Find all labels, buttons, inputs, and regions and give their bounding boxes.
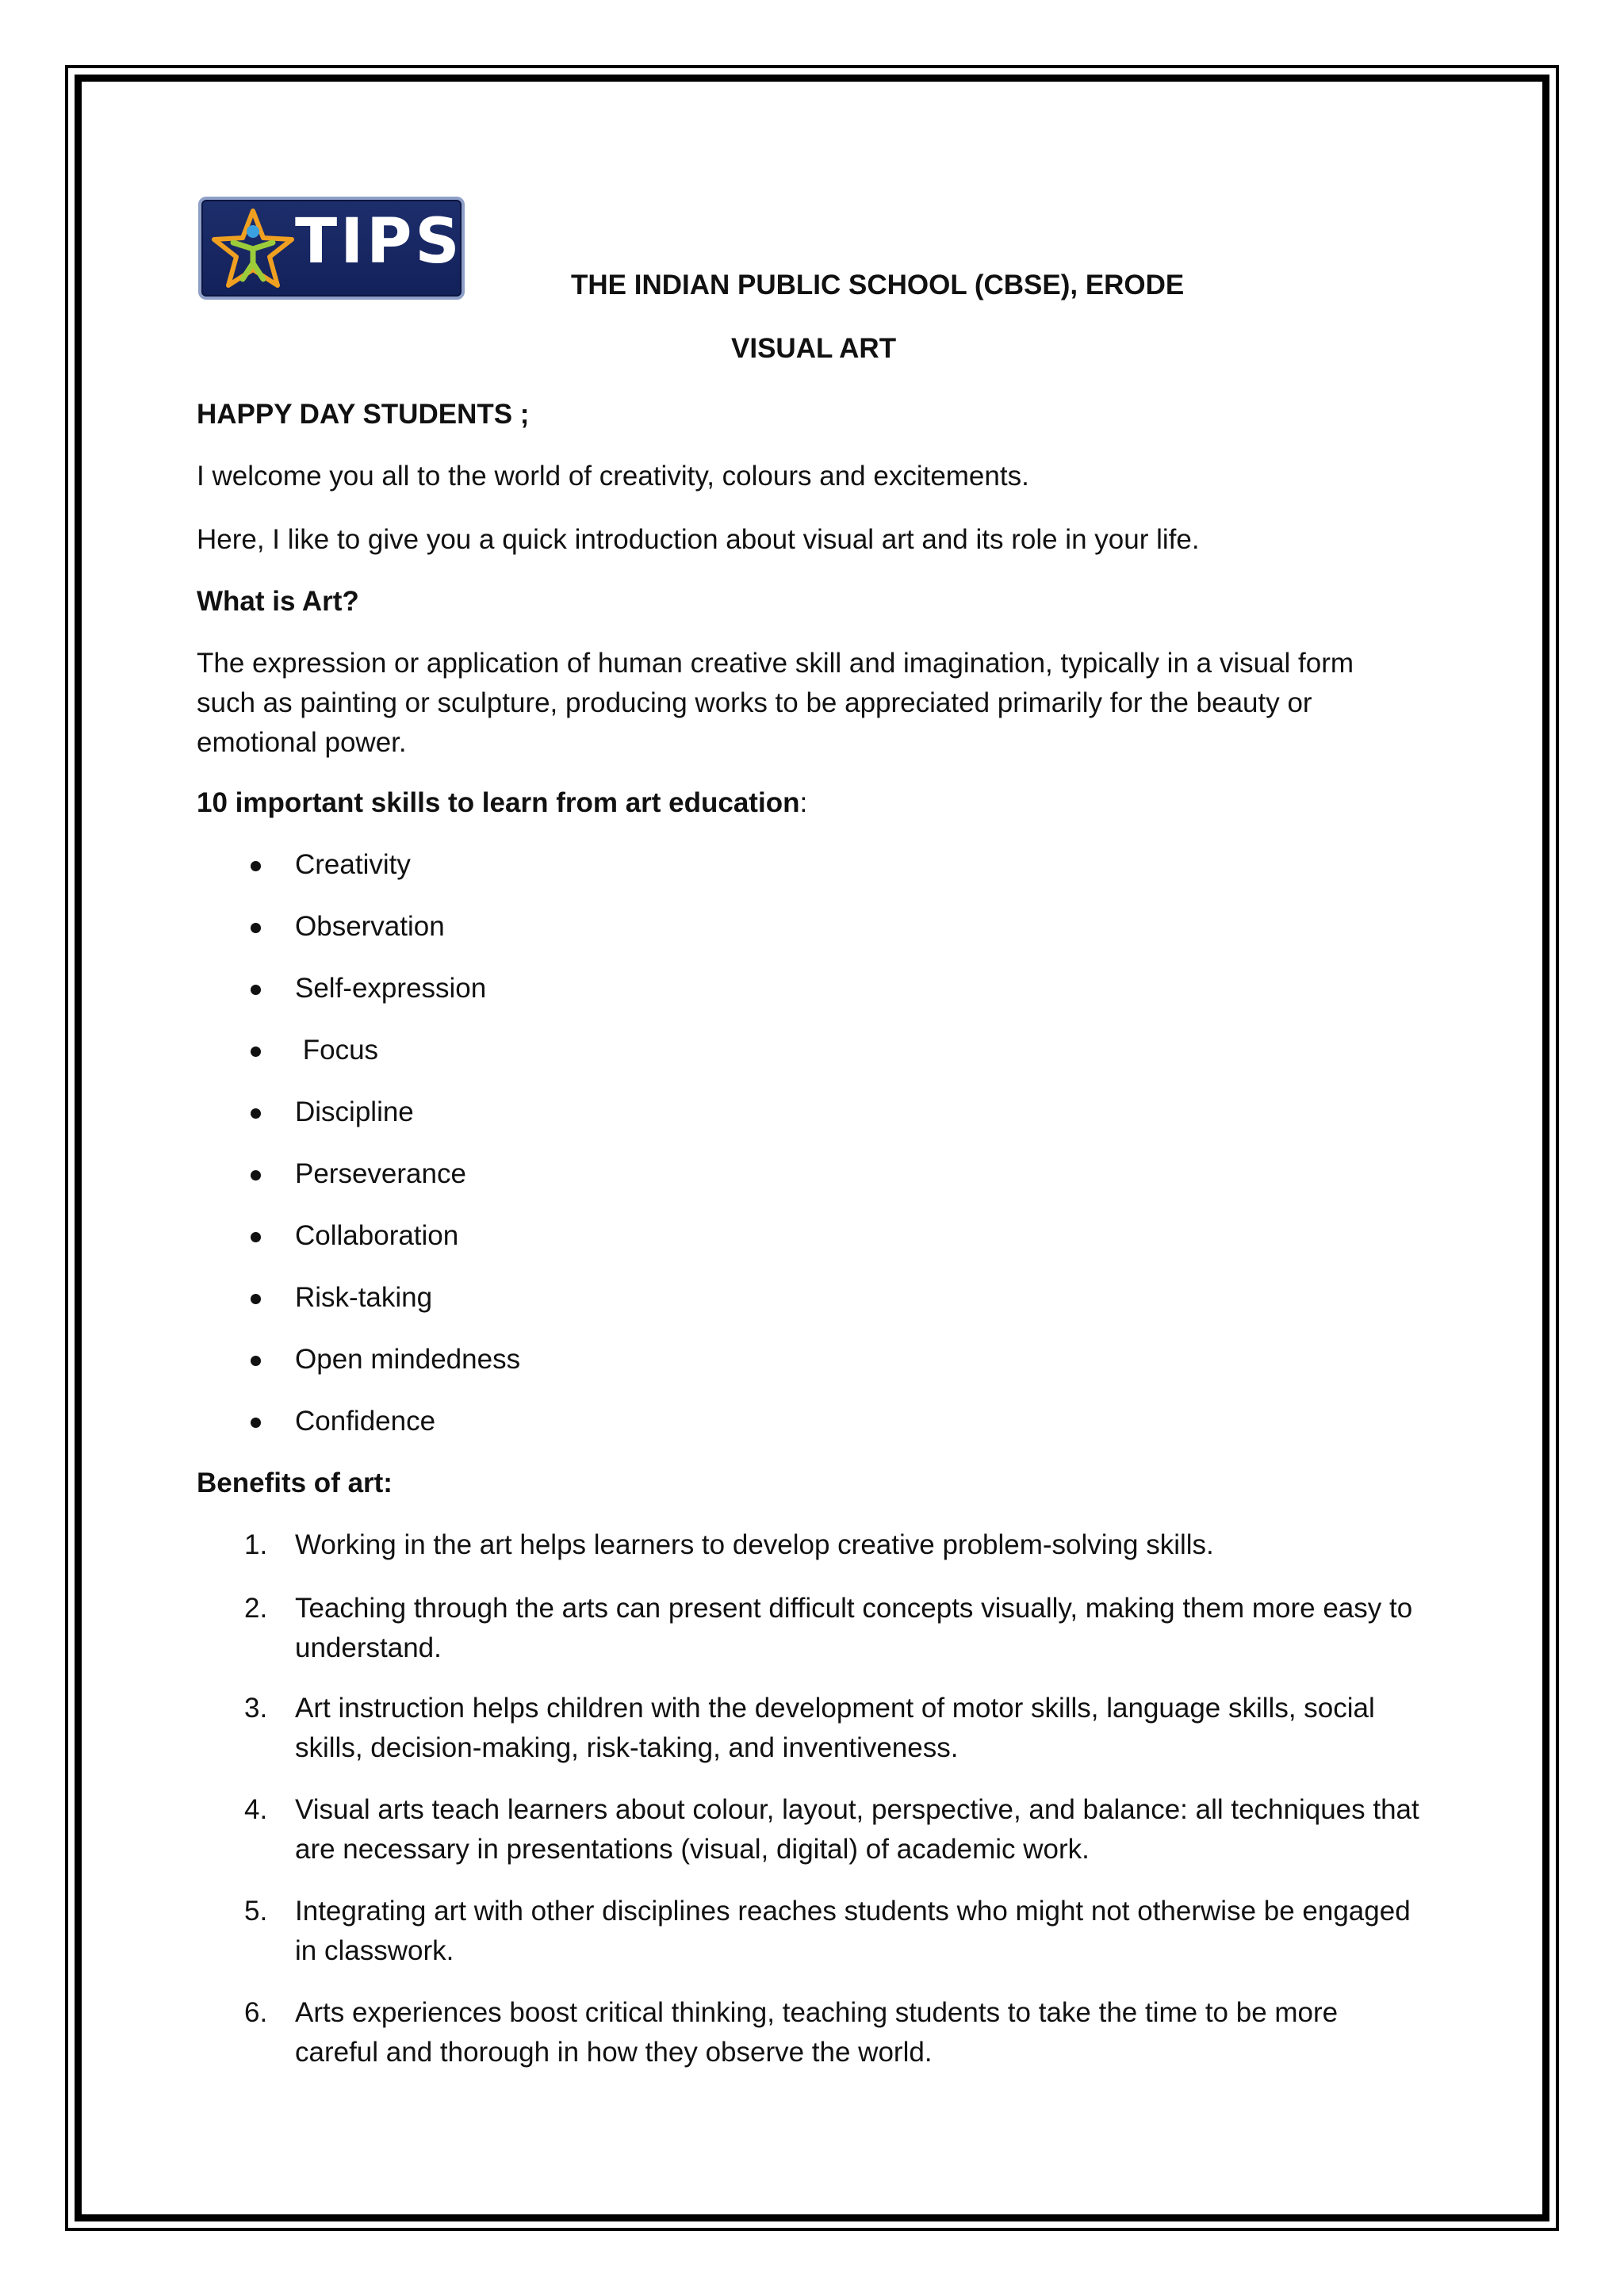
- star-figure-icon: [209, 208, 297, 289]
- benefit-text: Integrating art with other disciplines reaches students who might not otherwise be engaged in classwork.: [295, 1896, 1411, 1966]
- benefit-text: Arts experiences boost critical thinking, teaching students to take the time to be more careful and thorough in how they observe the world.: [295, 1997, 1339, 2068]
- bullet-icon: [251, 1170, 261, 1181]
- skill-text: Collaboration: [295, 1220, 459, 1251]
- bullet-icon: [251, 1418, 261, 1428]
- item-number: 6.: [244, 1997, 268, 2028]
- benefits-list: [197, 1525, 1434, 2095]
- subject-title: VISUAL ART: [731, 333, 897, 364]
- skills-heading-text: 10 important skills to learn from art education: [197, 787, 800, 818]
- bullet-icon: [251, 1108, 261, 1119]
- skills-heading-colon: :: [799, 787, 808, 818]
- skill-text: Self-expression: [295, 973, 487, 1004]
- skill-text: Open mindedness: [295, 1344, 521, 1375]
- what-is-art-heading: What is Art?: [197, 586, 359, 617]
- school-name: THE INDIAN PUBLIC SCHOOL (CBSE), ERODE: [571, 270, 1185, 300]
- bullet-icon: [251, 985, 261, 995]
- item-number: 4.: [244, 1794, 268, 1825]
- skill-text: Risk-taking: [295, 1282, 433, 1313]
- list-item: [197, 1892, 1434, 1993]
- benefit-text: Visual arts teach learners about colour, layout, perspective, and balance: all techniques that are necessary in presentations (visual, digital) of academic work.: [295, 1794, 1419, 1865]
- list-item: [197, 1993, 1434, 2095]
- benefit-text: Art instruction helps children with the development of motor skills, language skills, social skills, decision-making, risk-taking, and inventiveness.: [295, 1693, 1375, 1763]
- bullet-icon: [251, 1047, 261, 1057]
- art-definition: The expression or application of human creative skill and imagination, typically in a visual form such as painting or sculpture, producing works to be appreciated primarily for the beauty or emotional power.: [197, 648, 1354, 758]
- item-number: 3.: [244, 1693, 268, 1724]
- skill-text: Focus: [295, 1035, 379, 1066]
- list-item: [197, 1689, 1434, 1790]
- school-logo: [198, 197, 465, 300]
- list-item: [197, 1525, 1434, 1589]
- bullet-icon: [251, 923, 261, 933]
- benefit-text: Teaching through the arts can present difficult concepts visually, making them more easy to understand.: [295, 1593, 1413, 1663]
- skill-text: Perseverance: [295, 1158, 466, 1189]
- greeting: HAPPY DAY STUDENTS ;: [197, 399, 530, 430]
- logo-text: TIPS: [295, 206, 463, 277]
- skill-text: Observation: [295, 911, 445, 942]
- bullet-icon: [251, 1356, 261, 1366]
- skill-text: Discipline: [295, 1096, 414, 1127]
- skills-heading: [197, 783, 1418, 823]
- bullet-icon: [251, 1232, 261, 1242]
- welcome-text: I welcome you all to the world of creativity, colours and excitements.: [197, 461, 1029, 492]
- skill-text: Creativity: [295, 849, 411, 880]
- list-item: [197, 1589, 1434, 1689]
- bullet-icon: [251, 1294, 261, 1304]
- list-item: [197, 1790, 1434, 1892]
- item-number: 5.: [244, 1896, 268, 1927]
- benefits-heading: Benefits of art:: [197, 1468, 393, 1498]
- item-number: 2.: [244, 1593, 268, 1624]
- skill-text: Confidence: [295, 1406, 436, 1437]
- introduction-text: Here, I like to give you a quick introduction about visual art and its role in your life.: [197, 524, 1200, 555]
- item-number: 1.: [244, 1529, 268, 1560]
- bullet-icon: [251, 861, 261, 871]
- benefit-text: Working in the art helps learners to develop creative problem-solving skills.: [295, 1529, 1214, 1560]
